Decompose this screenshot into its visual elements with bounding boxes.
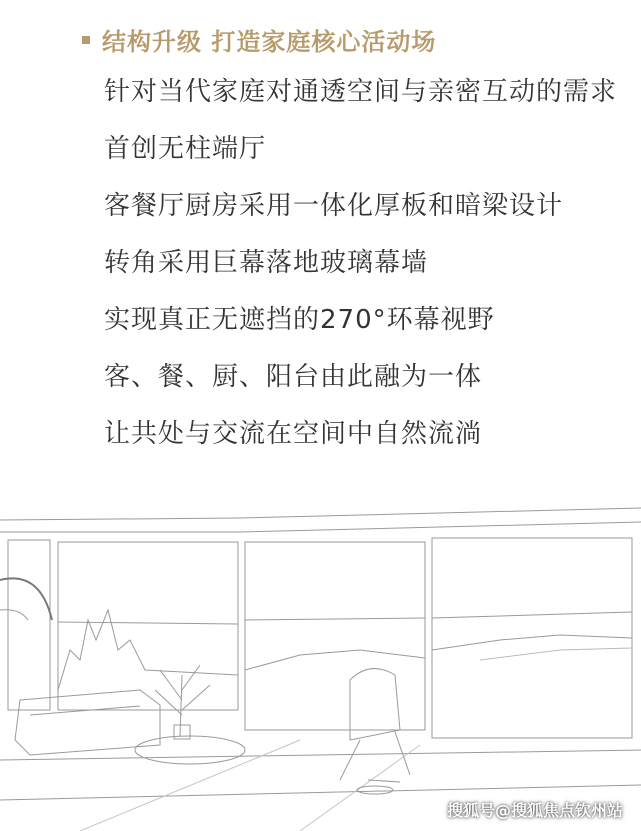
watermark-text: 搜狐号@搜狐焦点钦州站 (446, 801, 623, 820)
bullet-square-icon (82, 36, 90, 44)
living-room-sketch-illustration (0, 500, 641, 831)
description-line: 针对当代家庭对通透空间与亲密互动的需求 (104, 77, 618, 107)
description-line: 让共处与交流在空间中自然流淌 (104, 419, 483, 449)
description-line: 实现真正无遮挡的270°环幕视野 (104, 305, 495, 335)
heading-text: 结构升级 打造家庭核心活动场 (102, 28, 437, 56)
description-line: 转角采用巨幕落地玻璃幕墙 (104, 248, 429, 278)
description-line: 客、餐、厨、阳台由此融为一体 (104, 362, 483, 392)
description-line: 客餐厅厨房采用一体化厚板和暗梁设计 (104, 191, 564, 221)
description-lines (104, 72, 617, 471)
description-line: 首创无柱端厅 (104, 134, 267, 164)
section-heading (82, 22, 436, 57)
